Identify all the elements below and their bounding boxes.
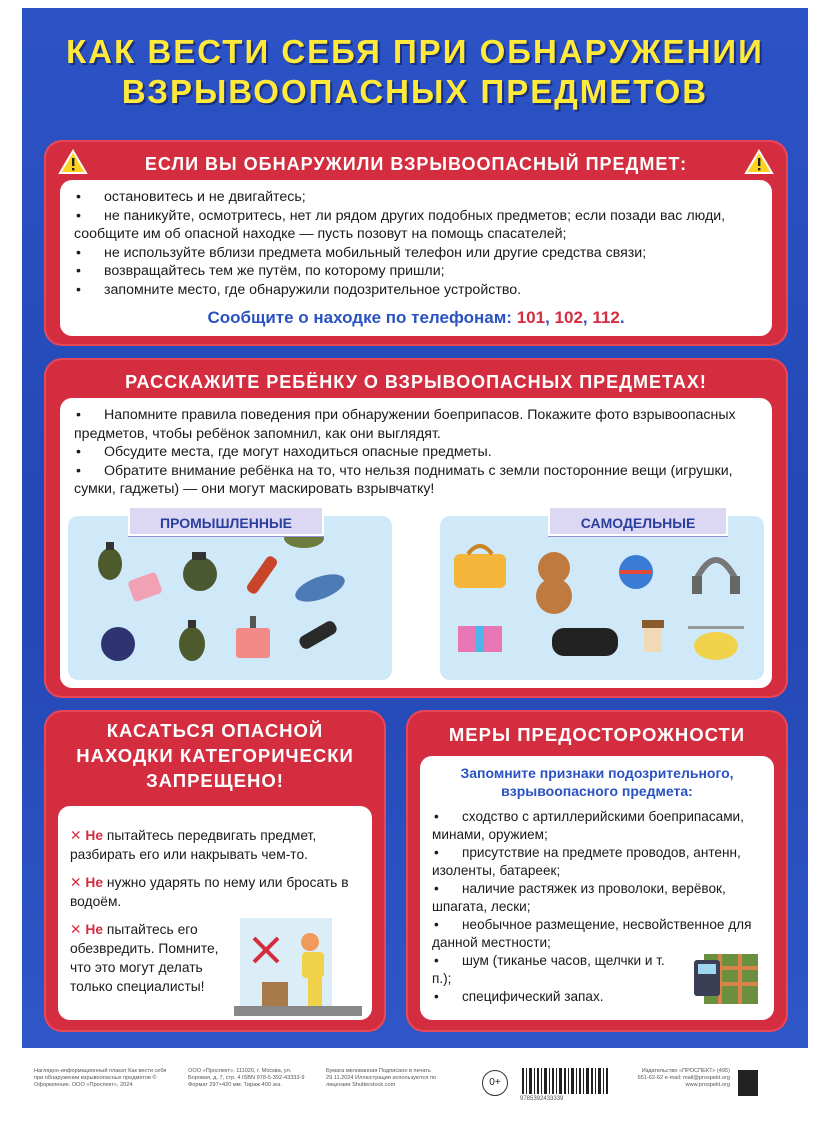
section-tell-child-body xyxy=(60,398,772,688)
list-item: ✕ Не пытайтесь передвигать предмет, разбирать его или накрывать чем-то. xyxy=(70,828,317,862)
imprint-footer xyxy=(0,1056,828,1144)
list-item: • наличие растяжек из проволоки, верёвок, шпагата, лески; xyxy=(432,881,726,914)
list-item: • остановитесь и не двигайтесь; xyxy=(76,189,306,205)
precautions-subheading: Запомните признаки подозрительного, взрывоопасного предмета: xyxy=(460,765,734,799)
poster-title xyxy=(22,32,808,112)
age-rating-badge: 0+ xyxy=(482,1070,508,1096)
sea-mine-icon xyxy=(101,627,135,661)
list-item: • необычное размещение, несвойственное для данной местности; xyxy=(432,917,752,950)
cross-icon: ✕ xyxy=(70,828,82,843)
list-item: • не используйте вблизи предмета мобильный телефон или другие средства связи; xyxy=(76,244,647,261)
footer-publisher-address: ООО «Проспект». 111020, г. Москва, ул. Боровая, д. 7, стр. 4 ISBN 978-5-392-43333-9 Формат 297×420 мм. Тираж 400 экз. xyxy=(188,1068,305,1088)
section-precautions-heading: МЕРЫ ПРЕДОСТОРОЖНОСТИ xyxy=(448,724,746,745)
gift-box-icon xyxy=(458,626,502,652)
teddy-bear-icon xyxy=(536,552,572,614)
list-item: ✕ Не нужно ударять по нему или бросать в водоём. xyxy=(70,875,349,909)
section-precautions-body xyxy=(420,756,774,1020)
grenade-icon xyxy=(98,542,122,580)
publisher-logo xyxy=(738,1070,758,1096)
title-line-2: ВЗРЫВООПАСНЫХ ПРЕДМЕТОВ xyxy=(121,73,709,110)
list-item: • запомните место, где обнаружили подозрительное устройство. xyxy=(76,281,522,298)
list-item: • сходство с артиллерийскими боеприпасами, минами, оружием; xyxy=(432,809,744,842)
list-item: ✕ Не пытайтесь его обезвредить. Помните, что это могут делать только специалисты! xyxy=(70,922,219,994)
aerial-bomb-icon xyxy=(292,569,348,607)
tag-industrial: ПРОМЫШЛЕННЫЕ xyxy=(128,506,324,536)
list-item: • Обратите внимание ребёнка на то, что нельзя поднимать с земли посторонние вещи (игрушки, сумки, гаджеты) — они могут маскировать взрывчатку! xyxy=(74,462,733,497)
phone-number: 101 xyxy=(516,308,546,327)
section-found-body xyxy=(60,180,772,336)
gamepad-icon xyxy=(552,628,618,656)
ball-icon xyxy=(619,555,653,589)
list-item: • присутствие на предмете проводов, антенн, изоленты, батареек; xyxy=(432,845,741,878)
headphones-icon xyxy=(692,560,740,594)
section-tell-child xyxy=(44,358,788,698)
cross-icon: ✕ xyxy=(70,922,82,937)
section-touch-forbidden-body xyxy=(58,806,372,1020)
list-item: • не паникуйте, осмотритесь, нет ли рядом других подобных предметов; если позади вас люди, сообщите им об опасной находке — пусть позовут на помощь спасателей; xyxy=(74,207,726,242)
footer-print-info: Бумага мелованная Подписано в печать 29.11.2024 Иллюстрации используются по лицензии Shutterstock.com xyxy=(326,1068,436,1088)
phone-number: 112 xyxy=(592,308,620,327)
list-item: • Обсудите места, где могут находиться опасные предметы. xyxy=(76,444,492,460)
section-touch-forbidden-heading: КАСАТЬСЯ ОПАСНОЙ НАХОДКИ КАТЕГОРИЧЕСКИ ЗАПРЕЩЕНО! xyxy=(76,720,354,791)
section-precautions xyxy=(406,710,788,1032)
barcode-number: 9785392433339 xyxy=(520,1096,564,1102)
tag-improvised: САМОДЕЛЬНЫЕ xyxy=(548,506,728,536)
industrial-devices-icons xyxy=(68,516,392,680)
improvised-devices-illustration xyxy=(440,516,764,680)
improvised-devices-icons xyxy=(440,516,764,680)
suspicious-device-icon xyxy=(690,946,762,1012)
toy-helicopter-icon xyxy=(688,626,744,660)
person-bending-over-bag-illustration xyxy=(234,912,362,1016)
section-found-heading: ЕСЛИ ВЫ ОБНАРУЖИЛИ ВЗРЫВООПАСНЫЙ ПРЕДМЕТ: xyxy=(144,154,688,174)
list-item: • Напомните правила поведения при обнаружении боеприпасов. Покажите фото взрывоопасных предметов, чтобы ребёнок запомнил, как они выглядят. xyxy=(74,407,736,442)
dynamite-icon xyxy=(127,572,163,603)
title-line-1: КАК ВЕСТИ СЕБЯ ПРИ ОБНАРУЖЕНИИ xyxy=(66,33,764,70)
section-found-object xyxy=(44,140,788,346)
hand-grenade-icon xyxy=(183,552,217,591)
list-item: • специфический запах. xyxy=(434,989,604,1004)
phone-number: 102 xyxy=(554,308,583,327)
emergency-phones: Сообщите о находке по телефонам: 101, 102, 112. xyxy=(207,308,625,327)
cross-icon: ✕ xyxy=(70,875,82,890)
bag-icon xyxy=(454,546,506,588)
cup-icon xyxy=(642,620,664,652)
footer-publisher-contacts: Издательство «ПРОСПЕКТ» (495) 651-62-62 e-mail: mail@prospekt.org www.prospekt.org xyxy=(637,1068,730,1088)
footer-poster-info: Наглядно-информационный плакат Как вести себя при обнаружении взрывоопасных предметов © Оформление. ООО «Проспект», 2024 xyxy=(34,1068,167,1088)
grenade-icon xyxy=(179,620,205,661)
detonator-box-icon xyxy=(236,616,270,658)
flashlight-device-icon xyxy=(297,619,339,651)
section-tell-child-heading: РАССКАЖИТЕ РЕБЁНКУ О ВЗРЫВООПАСНЫХ ПРЕДМЕТАХ! xyxy=(125,372,707,392)
warning-triangle-icon xyxy=(744,149,774,175)
list-item: • шум (тиканье часов, щелчки и т. п.); xyxy=(432,953,665,986)
rocket-icon xyxy=(245,554,279,595)
industrial-devices-illustration xyxy=(68,516,392,680)
list-item: • возвращайтесь тем же путём, по которому пришли; xyxy=(76,263,445,279)
poster xyxy=(22,8,808,1048)
section-touch-forbidden xyxy=(44,710,386,1032)
